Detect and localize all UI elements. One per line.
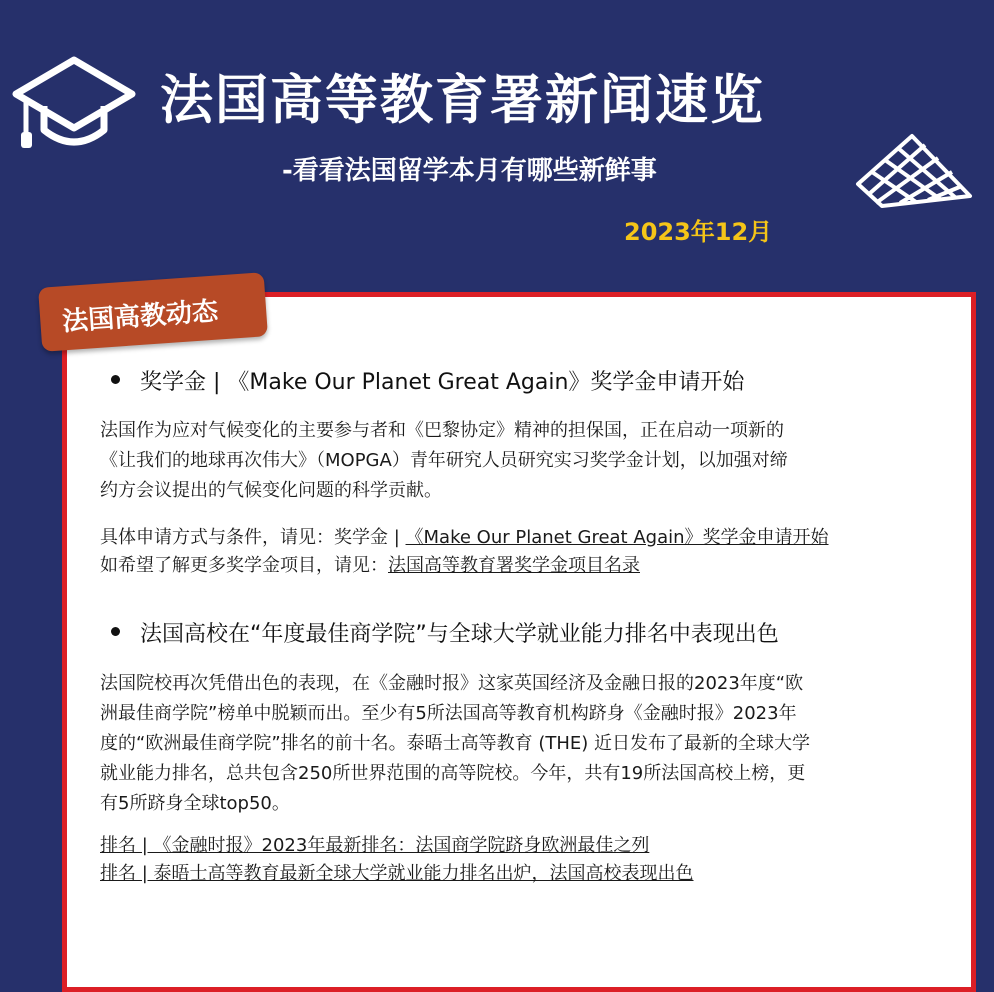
bullet-icon	[111, 375, 120, 384]
page-title: 法国高等教育署新闻速览	[160, 70, 765, 131]
news-item-body	[100, 669, 810, 819]
bullet-icon	[111, 627, 120, 636]
link-prefix: 如希望了解更多奖学金项目，请见：	[100, 555, 388, 576]
application-info-line	[100, 524, 829, 552]
the-ranking-line	[100, 860, 694, 888]
page-subtitle: -看看法国留学本月有哪些新鲜事	[282, 156, 657, 186]
body-line: 约方会议提出的气候变化问题的科学贡献。	[100, 480, 442, 501]
more-scholarships-line	[100, 552, 640, 580]
section-tag-label: 法国高教动态	[61, 296, 220, 338]
body-line: 就业能力排名，总共包含250所世界范围的高等院校。今年，共有19所法国高校上榜，更	[100, 763, 806, 784]
body-line: 度的“欧洲最佳商学院”排名的前十名。泰晤士高等教育 (THE) 近日发布了最新的全球大学	[100, 733, 811, 754]
body-line: 法国院校再次凭借出色的表现，在《金融时报》这家英国经济及金融日报的2023年度“欧	[100, 673, 804, 694]
net-icon	[852, 132, 974, 216]
mopga-scholarship-link[interactable]: 《Make Our Planet Great Again》奖学金申请开始	[405, 527, 829, 548]
ft-ranking-line	[100, 832, 649, 860]
issue-date: 2023年12月	[624, 218, 773, 246]
ft-ranking-link[interactable]: 排名 | 《金融时报》2023年最新排名：法国商学院跻身欧洲最佳之列	[100, 835, 650, 856]
news-item-body	[100, 416, 788, 506]
body-line: 有5所跻身全球top50。	[100, 793, 290, 814]
body-line: 法国作为应对气候变化的主要参与者和《巴黎协定》精神的担保国，正在启动一项新的	[100, 420, 784, 441]
news-item-heading: 法国高校在“年度最佳商学院”与全球大学就业能力排名中表现出色	[140, 622, 779, 647]
news-item-heading: 奖学金 | 《Make Our Planet Great Again》奖学金申请开始	[140, 370, 745, 395]
body-line: 《让我们的地球再次伟大》（MOPGA）青年研究人员研究实习奖学金计划，以加强对缔	[100, 450, 788, 471]
body-line: 洲最佳商学院”榜单中脱颖而出。至少有5所法国高等教育机构跻身《金融时报》2023年	[100, 703, 797, 724]
the-ranking-link[interactable]: 排名 | 泰晤士高等教育最新全球大学就业能力排名出炉，法国高校表现出色	[100, 863, 694, 884]
link-prefix: 具体申请方式与条件，请见：奖学金 |	[100, 527, 406, 548]
graduation-cap-icon	[12, 54, 136, 154]
scholarship-catalog-link[interactable]: 法国高等教育署奖学金项目名录	[388, 555, 640, 576]
